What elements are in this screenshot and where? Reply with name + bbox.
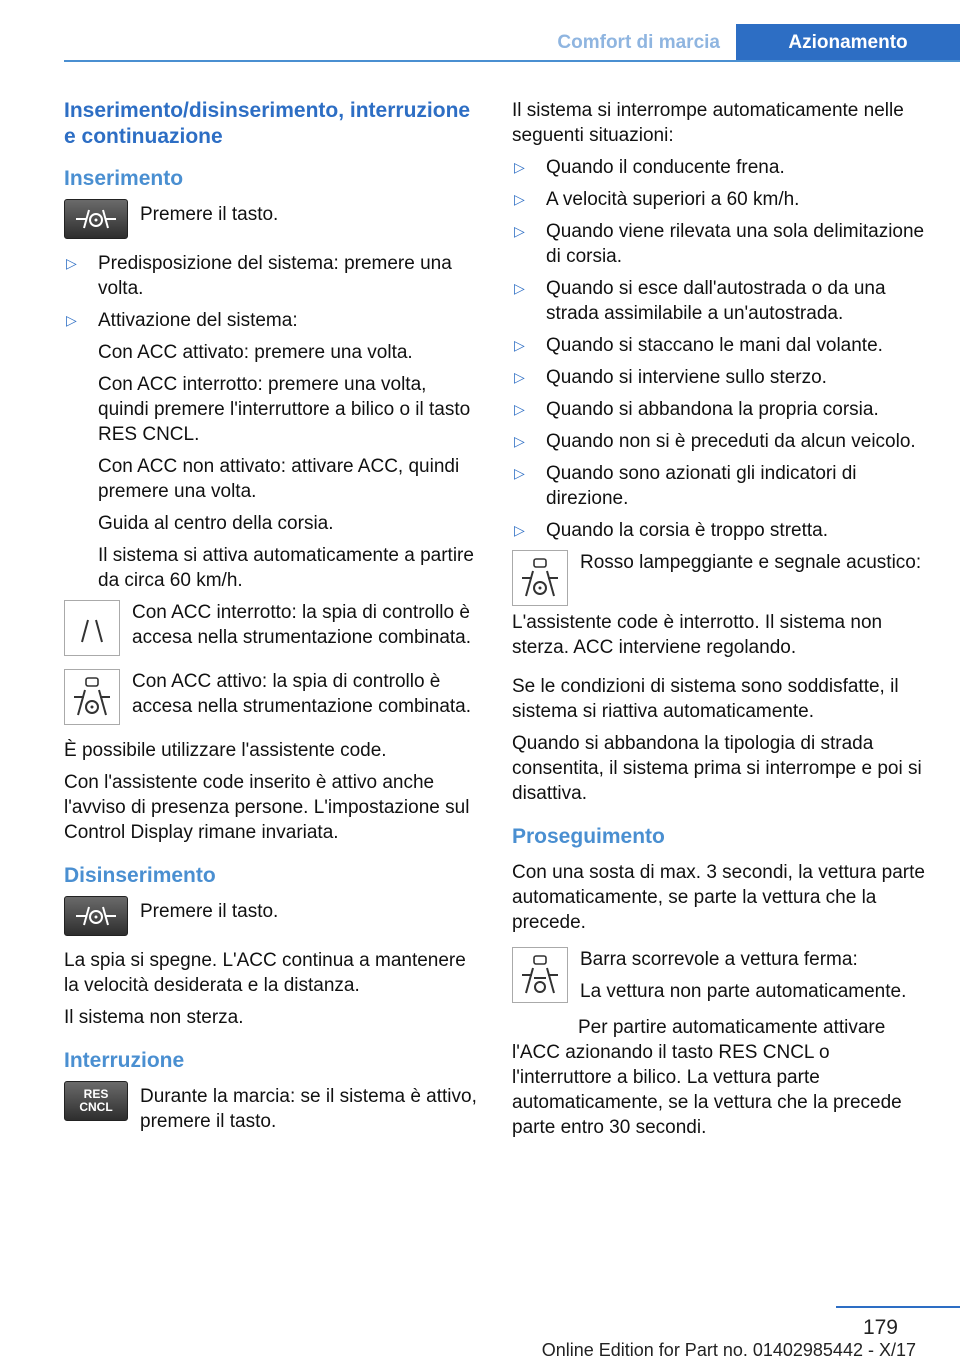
- list-subtext: Con ACC non attivato: attivare ACC, quindi premere una volta.: [98, 456, 460, 502]
- interruption-list: [512, 155, 926, 543]
- list-item: ▷ Quando si abbandona la propria corsia.: [514, 399, 879, 420]
- paragraph: Il sistema non sterza.: [64, 1007, 244, 1028]
- indicator-row-interrupted: [64, 600, 478, 657]
- header-divider: [64, 60, 960, 62]
- indicator-text: La vettura non parte automaticamente.: [580, 981, 907, 1002]
- list-item: ▷ Quando la corsia è troppo stretta.: [514, 520, 828, 541]
- paragraph: Per partire automaticamente attivare l'ACC azionando il tasto RES CNCL o l'interruttore a bilico. La vettura parte automaticamente, se la vettura che la precede parte entro 30 secondi.: [512, 1017, 902, 1138]
- press-text: Premere il tasto.: [140, 901, 279, 922]
- footer-edition: Online Edition for Part no. 01402985442 - X/17: [541, 1340, 916, 1360]
- paragraph: Se le condizioni di sistema sono soddisfatte, il sistema si riattiva automaticamente.: [512, 676, 899, 722]
- activation-list: [64, 251, 478, 593]
- list-item: ▷ Quando viene rilevata una sola delimitazione di corsia.: [514, 221, 925, 267]
- indicator-text: Con ACC attivo: la spia di controllo è accesa nella strumentazione combinata.: [132, 671, 472, 717]
- list-item: ▷ Predisposizione del sistema: premere una volta.: [66, 253, 452, 299]
- paragraph: Con l'assistente code inserito è attivo anche l'avviso di presenza persone. L'impostazione sul Control Display rimane invariata.: [64, 772, 470, 843]
- list-item: ▷ Quando si staccano le mani dal volante.: [514, 335, 883, 356]
- lane-assist-standstill-icon: [512, 947, 568, 1003]
- list-subtext: Il sistema si attiva automaticamente a partire da circa 60 km/h.: [98, 545, 474, 591]
- header-section: Comfort di marcia: [557, 32, 720, 53]
- list-item: ▷ Attivazione del sistema: Con ACC attivato: premere una volta. Con ACC interrotto: premere una volta, quindi premere l'interruttore a bilico o il tasto RES CNCL. Con ACC non attivato: attivare ACC, quindi premere una volta. Guida al centro della corsia. Il sistema si attiva automaticamente a partire da circa 60 km/h.: [64, 308, 478, 593]
- footer-divider: [836, 1306, 960, 1308]
- lane-assist-indicator-icon: [64, 669, 120, 725]
- paragraph: Quando si abbandona la tipologia di strada consentita, il sistema prima si interrompe e poi si disattiva.: [512, 733, 922, 804]
- lane-assist-indicator-icon: [512, 550, 568, 606]
- indicator-row-red: [512, 550, 926, 606]
- list-item: ▷ Quando sono azionati gli indicatori di direzione.: [514, 463, 857, 509]
- res-cncl-button-icon: RES CNCL: [64, 1081, 128, 1121]
- left-column: [64, 98, 478, 1153]
- list-subtext: Guida al centro della corsia.: [98, 513, 334, 534]
- indicator-row-active: [64, 669, 478, 726]
- indicator-text: Rosso lampeggiante e segnale acustico:: [580, 552, 922, 573]
- heading-proseguimento: Proseguimento: [512, 825, 665, 848]
- indicator-text: Con ACC interrotto: la spia di controllo è accesa nella strumentazione combinata.: [132, 602, 472, 648]
- list-subtext: Con ACC attivato: premere una volta.: [98, 342, 413, 363]
- lane-assist-button-icon: [64, 896, 128, 936]
- list-subtext: Con ACC interrotto: premere una volta, quindi premere l'interruttore a bilico o il tasto RES CNCL.: [98, 374, 471, 445]
- press-button-row: [64, 202, 478, 239]
- interruption-text: Durante la marcia: se il sistema è attivo, premere il tasto.: [140, 1086, 477, 1132]
- list-item: ▷ A velocità superiori a 60 km/h.: [514, 189, 800, 210]
- heading-inserimento: Inserimento: [64, 167, 184, 190]
- right-column: [512, 98, 926, 1147]
- paragraph: La spia si spegne. L'ACC continua a mantenere la velocità desiderata e la distanza.: [64, 950, 466, 996]
- heading-disinserimento: Disinserimento: [64, 864, 216, 887]
- indicator-row-standstill: [512, 947, 926, 1011]
- list-item: ▷ Quando si interviene sullo sterzo.: [514, 367, 827, 388]
- section-title: Inserimento/disinserimento, interruzione e continuazione: [64, 99, 471, 148]
- header-chapter: Azionamento: [736, 24, 960, 62]
- press-button-row: [64, 899, 478, 936]
- paragraph: Il sistema si interrompe automaticamente nelle seguenti situazioni:: [512, 100, 904, 146]
- paragraph: L'assistente code è interrotto. Il sistema non sterza. ACC interviene regolando.: [512, 612, 883, 658]
- press-text: Premere il tasto.: [140, 204, 279, 225]
- list-item: ▷ Quando non si è preceduti da alcun veicolo.: [514, 431, 916, 452]
- paragraph: È possibile utilizzare l'assistente code.: [64, 740, 387, 761]
- res-cncl-row: [64, 1084, 478, 1141]
- lane-assist-button-icon: [64, 199, 128, 239]
- paragraph: Con una sosta di max. 3 secondi, la vettura parte automaticamente, se parte la vettura che la precede.: [512, 862, 925, 933]
- lane-lines-indicator-icon: [64, 600, 120, 656]
- list-item: ▷ Quando si esce dall'autostrada o da una strada assimilabile a un'autostrada.: [514, 278, 886, 324]
- heading-interruzione: Interruzione: [64, 1049, 185, 1072]
- list-item: ▷ Quando il conducente frena.: [514, 157, 785, 178]
- page-number: 179: [862, 1316, 898, 1339]
- indicator-text: Barra scorrevole a vettura ferma:: [580, 949, 858, 970]
